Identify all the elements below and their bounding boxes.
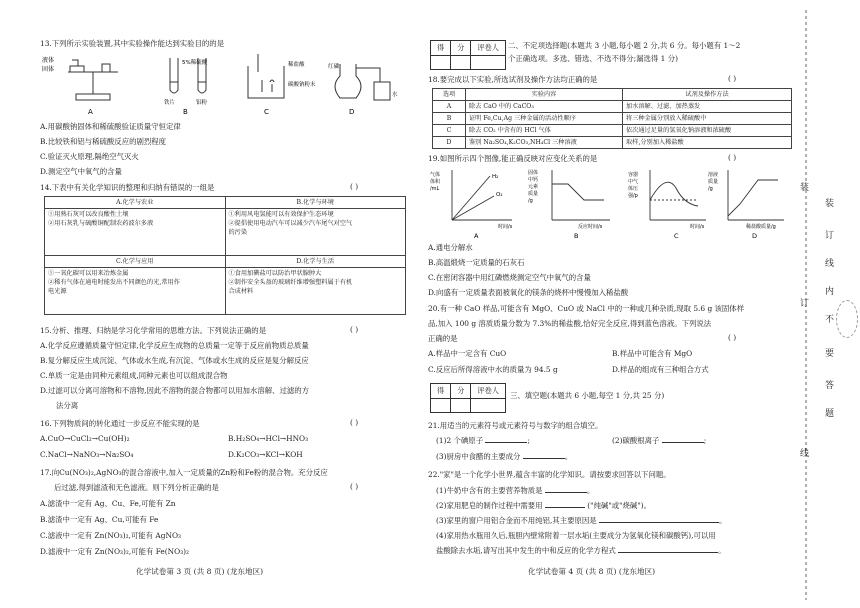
q13-label-b3: 铝粉	[196, 100, 208, 106]
binding-char: 内	[825, 287, 835, 297]
q14-cell-b-line: ②提倡使用电动汽车可以减少汽车尾气对空气	[228, 220, 353, 227]
score-box-label-3: 评卷人	[471, 41, 506, 56]
q13-option-a: A.用碳酸钠固体和稀硫酸验证质量守恒定律	[40, 122, 181, 131]
q14-cell-a-line: ①用熟石灰可以改良酸性土壤	[48, 211, 129, 218]
q13-letter-b: B	[183, 108, 188, 116]
q19-b-ylabel: 中钙	[528, 177, 539, 183]
q14-cell-b-title: B.化学与环境	[225, 197, 406, 209]
q14-cell-d-line: ②制作安全头盔的玻璃纤维增强塑料属于有机	[228, 279, 353, 286]
score-box-input[interactable]	[431, 56, 451, 70]
q22-item-4-cont: 盐酸除去水垢,请写出其中发生的中和反应的化学方程式	[436, 546, 616, 555]
section2-score-box	[430, 40, 506, 70]
section2-title-line1: 二、不定项选择题(本题共 3 小题,每小题 2 分,共 6 分。每小题有 1～2	[508, 41, 741, 50]
q22-item-2-choice: ("纯碱"或"烧碱")	[587, 501, 644, 510]
score-box-label-1: 得	[431, 384, 451, 399]
q18-cell: A	[433, 101, 466, 113]
q18-table	[432, 88, 792, 149]
q19-graph-c	[650, 170, 706, 220]
q19-b-ylabel: 元素	[528, 184, 539, 190]
q18-stem: 18.要完成以下实验,所选试剂及操作方法均正确的是	[428, 75, 598, 84]
score-box-input[interactable]	[451, 399, 471, 413]
q19-c-ylabel: 容器	[628, 172, 639, 178]
score-box-label-3: 评卷人	[471, 384, 506, 399]
q18-cell: 除去 CaO 中的 CaCO₃	[466, 101, 623, 113]
q15-answer-paren[interactable]: ( )	[350, 325, 359, 334]
q19-d-ylabel: /g	[708, 186, 713, 192]
q21-answer-blank[interactable]	[485, 442, 527, 443]
binding-side-char: 订	[800, 299, 810, 309]
q18-cell: C	[433, 125, 466, 137]
left-page-footer: 化学试卷第 3 页 (共 8 页) (龙东地区)	[136, 567, 264, 576]
q19-b-ylabel: /g	[528, 198, 533, 204]
q18-cell: D	[433, 137, 466, 149]
q13-label-a2: 固体	[42, 66, 55, 73]
q16-stem: 16.下列物质间的转化通过一步反应不能实现的是	[40, 419, 200, 428]
q15-stem: 15.分析、推理、归纳是学习化学常用的思维方法。下列说法正确的是	[40, 326, 267, 335]
q16-option-c: C.NaCl→NaNO₃→Na₂SO₄	[40, 450, 134, 459]
q14-cell-d-line: 合成材料	[228, 288, 254, 295]
q13-label-a1: 液体	[42, 57, 55, 64]
binding-char: 装	[825, 199, 835, 209]
score-box-label-1: 得	[431, 41, 451, 56]
q19-d-ylabel: 质量	[708, 179, 719, 185]
q13-label-b2: 铁片	[164, 100, 176, 106]
q19-a-letter: A	[474, 232, 479, 240]
q19-c-ylabel: 中气	[628, 179, 639, 185]
q19-answer-paren[interactable]: ( )	[728, 153, 737, 162]
q19-d-xlabel: 稀盐酸质量/g	[746, 224, 776, 230]
q22-answer-blank[interactable]	[545, 507, 585, 508]
score-box-label-2: 分	[451, 41, 471, 56]
q18-header: 选项	[433, 89, 466, 101]
score-box-input[interactable]	[431, 399, 451, 413]
q19-b-xlabel: 反应时间/s	[578, 224, 603, 230]
q15-option-a: A.化学反应遵循质量守恒定律,化学反应生成物的总质量一定等于反应前物质总质量	[40, 341, 309, 350]
section3-title: 三、填空题(本题共 6 小题,每空 1 分,共 25 分)	[510, 391, 665, 400]
q21-answer-blank[interactable]	[662, 442, 704, 443]
q19-graphs-figure	[428, 166, 798, 240]
q20-option-a: A.样品中一定含有 CuO	[428, 349, 507, 358]
q21-item-2: (2)碳酸根离子	[612, 436, 660, 445]
q14-cell-a-line: ②用石灰乳与硫酸铜配制农药波尔多液	[48, 220, 154, 227]
q17-stem-line2: 后过滤,得到滤渣和无色滤液。则下列分析正确的是	[54, 483, 219, 492]
q20-stem-line3: 正确的是	[428, 334, 458, 343]
q22-answer-blank[interactable]	[618, 552, 718, 553]
right-page-footer: 化学试卷第 4 页 (共 8 页) (龙东地区)	[528, 567, 656, 576]
q13-flask-drawing	[335, 64, 390, 100]
q15-option-d: D.过滤可以分离可溶物和不溶物,因此不溶物的混合物都可以用加水溶解、过滤的方	[40, 386, 310, 395]
q21-stem: 21.用适当的元素符号或元素符号与数字的组合填空。	[428, 421, 603, 430]
q22-answer-blank[interactable]	[545, 492, 587, 493]
q13-option-b: B.比较铁和铝与稀硫酸反应的剧烈程度	[40, 137, 167, 146]
q19-d-letter: D	[752, 232, 758, 240]
q19-option-d: D.向盛有一定质量表面被氧化的镁条的烧杯中慢慢加入稀盐酸	[428, 288, 629, 297]
q21-item-3: (3)厨房中食醋的主要成分	[436, 452, 521, 461]
q16-option-a: A.CuO→CuCl₂→Cu(OH)₂	[40, 434, 130, 443]
right-page: 得 分 评卷人 二、不定项选择题(本题共 3 小题,每小题 2 分,共 6 分。每小题有 1～2 个正确选项。多选、错选、不选不得分;漏选得 1 分) 18.要完成以下实验,所选试剂及操作方法均正确的是 ( ) 选项 实验内容 试剂及操作方法 A 除去 CaO 中的 CaCO₃ 加水溶解、过滤、加热蒸发 B 证明 Fe,Cu,Ag 三种金属的活动性顺序 将三种金属分别放入稀硫酸中 C 除去 CO₂ 中含有的 HCl 气体 依次通过足量的氢氧化钠溶液和浓硫酸 D 鉴别 Na₂SO₄,K₂CO₃,NH₄Cl 三种溶液 取样,分别加入稀盐酸 19.如图所示四个图像,能正确反映对应变化关系的是 ( ) 气体 体积 /mL H₂ O₂ 时间/s A 固体 中钙 元素 质量 /g 反应时间/s B 容器 中气 体压 强/p 时间/s C 溶液 质量 /g 稀盐酸质量/g D A.通电分解水 B.高温煅烧一定质量的石灰石 C.在密闭容器中用红磷燃烧测定空气中氧气的含量 D.向盛有一定质量表面被氧化的镁条的烧杯中慢慢加入稀盐酸 20.有一种 CaO 样品,可能含有 MgO、CuO 或 NaCl 中的一种或几种杂质,现取 5.6 g 该固体样 品,加入 100 g 溶质质量分数为 7.3%的稀盐酸,恰好完全反应,得到蓝色溶液。下列说法 正确的是 ( ) A.样品中一定含有 CuO B.样品中可能含有 MgO C.反应后所得溶液中水的质量为 94.5 g D.样品的组成有三种组合方式 得 分 评卷人 三、填空题(本题共 6 小题,每空 1 分,共 25 分) 21.用适当的元素符号或元素符号与数字的组合填空。 (1)2 个碘原子 ; (2)碳酸根离子 ; (3)厨房中食醋的主要成分 。 22."家"是一个化学小世界,蕴含丰富的化学知识。请按要求回答以下问题。 (1)牛奶中含有的主要营养物质是 。 (2)家用肥皂的制作过程中需要用 ("纯碱"或"烧碱")。 (3)家里的窗户用铝合金而不用纯铝,其主要原因是 。 (4)家用热水瓶用久后,瓶胆内壁常附着一层水垢(主要成分为氢氧化镁和碳酸钙),可以用 盐酸除去水垢,请写出其中发生的中和反应的化学方程式 。 化学试卷第 4 页 (共 8 页) (龙东地区)	[428, 0, 800, 608]
q14-cell-a-title: A.化学与农业	[45, 197, 226, 209]
q13-label-c1: 稀盐酸	[288, 62, 305, 68]
score-box-input[interactable]	[471, 399, 506, 413]
q13-letter-a: A	[88, 108, 93, 116]
q17-option-b: B.滤渣中一定有 Ag、Cu,可能有 Fe	[40, 515, 159, 524]
binding-side-char: 线	[800, 449, 810, 459]
q19-a-ylabel: 气体	[430, 172, 441, 178]
q19-b-letter: B	[574, 232, 579, 240]
q14-stem: 14.下表中有关化学知识的整理和归纳有错误的一组是	[40, 183, 215, 192]
q21-item-1: (1)2 个碘原子	[436, 436, 484, 445]
q20-option-b: B.样品中可能含有 MgO	[612, 349, 693, 358]
q22-answer-blank[interactable]	[599, 522, 719, 523]
q22-item-4: (4)家用热水瓶用久后,瓶胆内壁常附着一层水垢(主要成分为氢氧化镁和碳酸钙),可以用	[436, 531, 716, 540]
q22-stem: 22."家"是一个化学小世界,蕴含丰富的化学知识。请按要求回答以下问题。	[428, 470, 671, 479]
q19-a-ylabel: /mL	[430, 186, 440, 192]
q14-answer-paren[interactable]: ( )	[350, 182, 359, 191]
q18-cell: 取样,分别加入稀盐酸	[623, 137, 792, 149]
q18-header: 试剂及操作方法	[623, 89, 792, 101]
binding-hole-mark	[836, 300, 858, 338]
section2-title-line2: 个正确选项。多选、错选、不选不得分;漏选得 1 分)	[508, 54, 678, 63]
q13-beaker-drawing	[248, 54, 284, 98]
q18-cell: B	[433, 113, 466, 125]
q18-cell: 证明 Fe,Cu,Ag 三种金属的活动性顺序	[466, 113, 623, 125]
q18-answer-paren[interactable]: ( )	[728, 74, 737, 83]
q18-cell: 依次通过足量的氢氧化钠溶液和浓硫酸	[623, 125, 792, 137]
binding-side-char: 装	[800, 183, 810, 193]
q13-letter-d: D	[349, 108, 355, 116]
binding-char: 题	[825, 409, 835, 419]
q13-balance-drawing	[68, 60, 118, 100]
q19-d-ylabel: 溶液	[708, 172, 719, 178]
q13-label-d1: 红磷	[328, 64, 340, 70]
q14-cell-b-line: 的污染	[228, 229, 248, 236]
q14-cell-d-title: D.化学与生活	[225, 256, 406, 268]
q19-graph-b	[552, 170, 610, 220]
q18-cell: 加水溶解、过滤、加热蒸发	[623, 101, 792, 113]
q19-stem: 19.如图所示四个图像,能正确反映对应变化关系的是	[428, 154, 598, 163]
q18-cell: 鉴别 Na₂SO₄,K₂CO₃,NH₄Cl 三种溶液	[466, 137, 623, 149]
q19-a-series-o2: O₂	[496, 192, 503, 198]
score-box-input[interactable]	[471, 56, 506, 70]
section3-score-box	[430, 383, 506, 413]
q19-graph-a	[452, 170, 512, 220]
q13-letter-c: C	[264, 108, 269, 116]
q13-label-c2: 碳酸钠粉末	[288, 82, 316, 88]
q13-label-d2: 水	[392, 92, 398, 98]
q19-a-xlabel: 时间/s	[498, 224, 513, 230]
q20-option-d: D.样品的组成有三种组合方式	[612, 365, 709, 374]
q21-answer-blank[interactable]	[523, 458, 565, 459]
q20-stem-line1: 20.有一种 CaO 样品,可能含有 MgO、CuO 或 NaCl 中的一种或几种杂质,现取 5.6 g 该固体样	[428, 304, 745, 313]
q13-stem: 13.下列所示实验装置,其中实验操作能达到实验目的的是	[40, 39, 225, 48]
q13-option-d: D.测定空气中氧气的含量	[40, 167, 122, 176]
q15-option-d-cont: 法分离	[56, 401, 79, 410]
score-box-label-2: 分	[451, 384, 471, 399]
q14-cell-c-line: ①一氧化碳可以用来冶炼金属	[48, 270, 129, 277]
q15-option-b: B.复分解反应生成沉淀、气体或水生成,有沉淀、气体或水生成的反应是复分解反应	[40, 356, 309, 365]
q14-cell-b-line: ①利用风电氢能可以有效保护生态环境	[228, 211, 334, 218]
q19-c-ylabel: 强/p	[628, 193, 638, 199]
q17-answer-paren[interactable]: ( )	[350, 482, 359, 491]
q20-stem-line2: 品,加入 100 g 溶质质量分数为 7.3%的稀盐酸,恰好完全反应,得到蓝色溶液。下列说法	[428, 319, 712, 328]
q18-cell: 除去 CO₂ 中含有的 HCl 气体	[466, 125, 623, 137]
q19-b-ylabel: 质量	[528, 191, 539, 197]
q17-option-c: C.滤液中一定有 Zn(NO₃)₂,可能有 AgNO₃	[40, 531, 181, 540]
q20-option-c: C.反应后所得溶液中水的质量为 94.5 g	[428, 365, 558, 374]
q14-table	[44, 196, 406, 315]
q14-cell-c-title: C.化学与应用	[45, 256, 226, 268]
q19-option-b: B.高温煅烧一定质量的石灰石	[428, 258, 525, 267]
q17-option-a: A.滤渣中一定有 Ag、Cu、Fe,可能有 Zn	[40, 499, 176, 508]
binding-margin	[800, 0, 860, 608]
q14-cell-c-line: ②稀有气体在通电时能发出不同颜色的光,常用作	[48, 279, 180, 286]
q22-item-3: (3)家里的窗户用铝合金而不用纯铝,其主要原因是	[436, 516, 597, 525]
q19-c-ylabel: 体压	[628, 186, 639, 192]
q16-option-d: D.K₂CO₃→KCl→KOH	[228, 450, 303, 459]
left-page	[40, 0, 418, 608]
q19-option-a: A.通电分解水	[428, 243, 473, 252]
q15-option-c: C.单质一定是由同种元素组成,同种元素也可以组成混合物	[40, 371, 228, 380]
q16-option-b: B.H₂SO₄→HCl→HNO₃	[228, 434, 309, 443]
q19-c-letter: C	[674, 232, 679, 240]
binding-char: 答	[825, 381, 835, 391]
q14-cell-d-line: ①食用加碘盐可以防治甲状腺肿大	[228, 270, 322, 277]
q19-option-c: C.在密闭容器中用红磷燃烧测定空气中氧气的含量	[428, 273, 591, 282]
q18-cell: 将三种金属分别放入稀硫酸中	[623, 113, 792, 125]
q18-header: 实验内容	[466, 89, 623, 101]
q17-stem-line1: 17.向Cu(NO₃)₂,AgNO₃的混合溶液中,加入一定质量的Zn粉和Fe粉的混合物。充分反应	[40, 468, 328, 477]
q22-item-2: (2)家用肥皂的制作过程中需要用	[436, 501, 543, 510]
q13-option-c: C.验证灭火原理,隔绝空气灭火	[40, 152, 139, 161]
score-box-input[interactable]	[451, 56, 471, 70]
q20-answer-paren[interactable]: ( )	[728, 333, 737, 342]
binding-char: 线	[825, 259, 835, 269]
q17-option-d: D.滤液中一定有 Zn(NO₃)₂,可能有 Fe(NO₃)₂	[40, 547, 190, 556]
binding-char: 订	[825, 231, 835, 241]
q14-cell-c-line: 电光源	[48, 288, 67, 295]
binding-char: 不	[825, 315, 835, 325]
q19-a-ylabel: 体积	[430, 179, 441, 185]
q19-b-ylabel: 固体	[528, 170, 539, 176]
q13-label-b1: 5%稀硫酸	[182, 60, 208, 66]
q19-a-series-h2: H₂	[492, 174, 499, 180]
q19-c-xlabel: 时间/s	[690, 224, 705, 230]
q13-apparatus-figure	[40, 52, 410, 118]
q19-graph-d	[728, 170, 784, 220]
q22-item-1: (1)牛奶中含有的主要营养物质是	[436, 486, 543, 495]
binding-char: 要	[825, 349, 835, 359]
q16-answer-paren[interactable]: ( )	[350, 418, 359, 427]
